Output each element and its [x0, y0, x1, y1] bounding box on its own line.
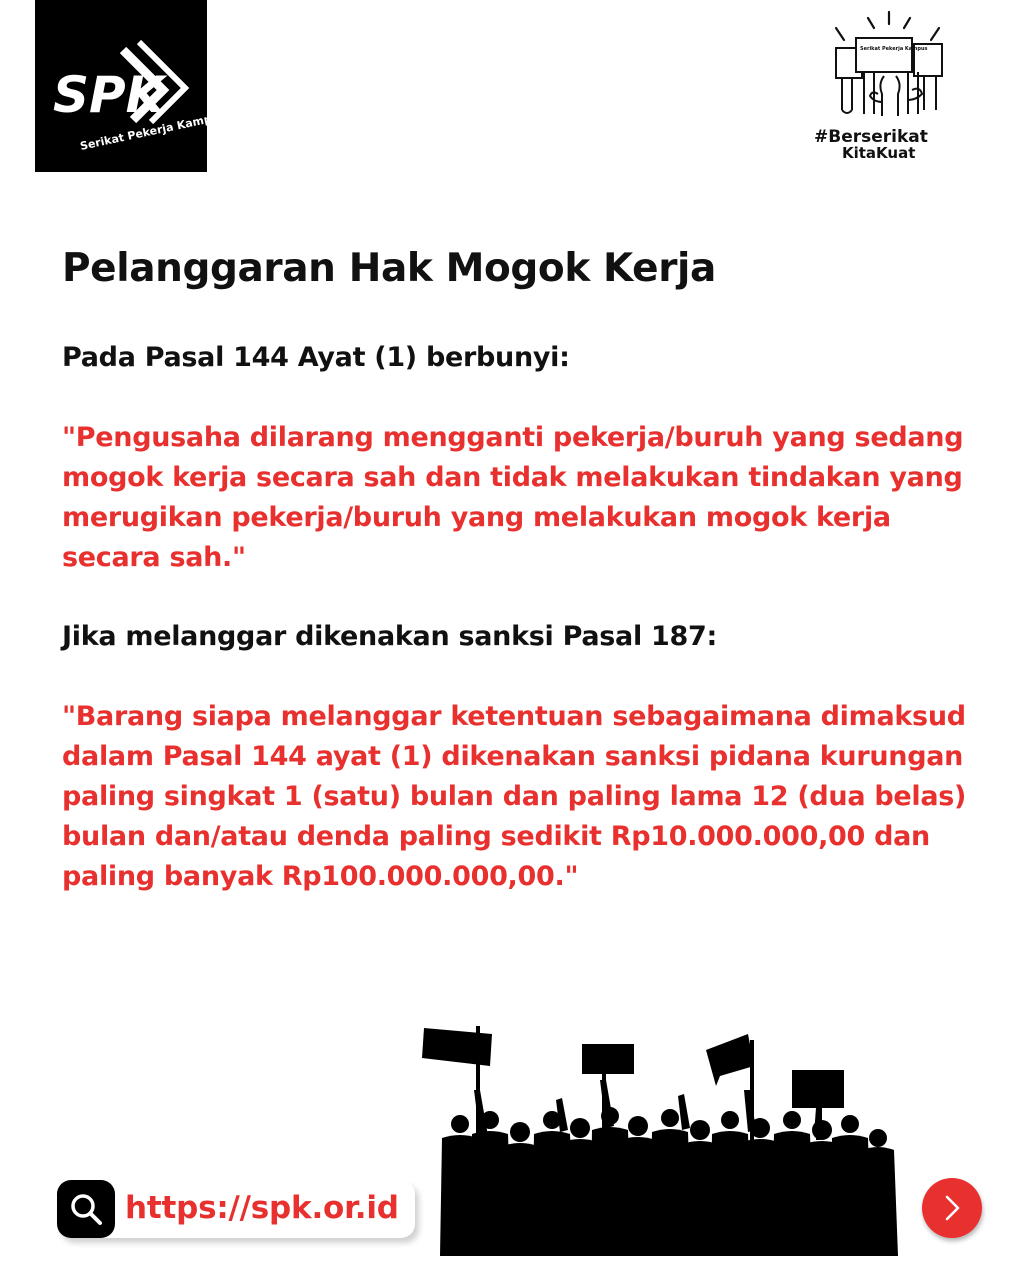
- chevron-right-icon: [940, 1193, 964, 1223]
- crowd-silhouette: [420, 1020, 910, 1260]
- protest-crowd-illustration: [420, 1020, 910, 1260]
- search-button[interactable]: [57, 1180, 115, 1238]
- badge-hashtag-line1: #Berserikat: [814, 127, 928, 147]
- page-title: Pelanggaran Hak Mogok Kerja: [62, 246, 716, 291]
- section1-label: Pada Pasal 144 Ayat (1) berbunyi:: [62, 342, 570, 373]
- berserikat-badge: [812, 10, 946, 162]
- logo-mark-text: SPK: [53, 66, 165, 124]
- next-button[interactable]: [922, 1178, 982, 1238]
- badge-sign-text: Serikat Pekerja Kampus: [860, 46, 928, 52]
- spk-logo-mark: [35, 0, 227, 172]
- section2-quote: "Barang siapa melanggar ketentuan sebagaimana dimaksud dalam Pasal 144 ayat (1) dikenakan sanksi pidana kurungan paling singkat 1 (satu) bulan dan paling lama 12 (dua belas) bulan dan/atau denda paling sedikit Rp10.000.000,00 dan paling banyak Rp100.000.000,00.": [62, 701, 967, 892]
- logo-tagline: Serikat Pekerja Kampus: [78, 109, 227, 153]
- search-icon: [69, 1192, 103, 1226]
- section2-label: Jika melanggar dikenakan sanksi Pasal 187:: [62, 621, 717, 652]
- section1-quote: "Pengusaha dilarang mengganti pekerja/buruh yang sedang mogok kerja secara sah dan tidak melakukan tindakan yang merugikan pekerja/buruh yang melakukan mogok kerja secara sah.": [62, 422, 964, 573]
- badge-hashtag-line2: KitaKuat: [842, 144, 916, 162]
- website-url[interactable]: https://spk.or.id: [125, 1190, 399, 1226]
- website-link[interactable]: [57, 1180, 415, 1238]
- main-content: [62, 243, 992, 892]
- spk-logo: [35, 0, 227, 172]
